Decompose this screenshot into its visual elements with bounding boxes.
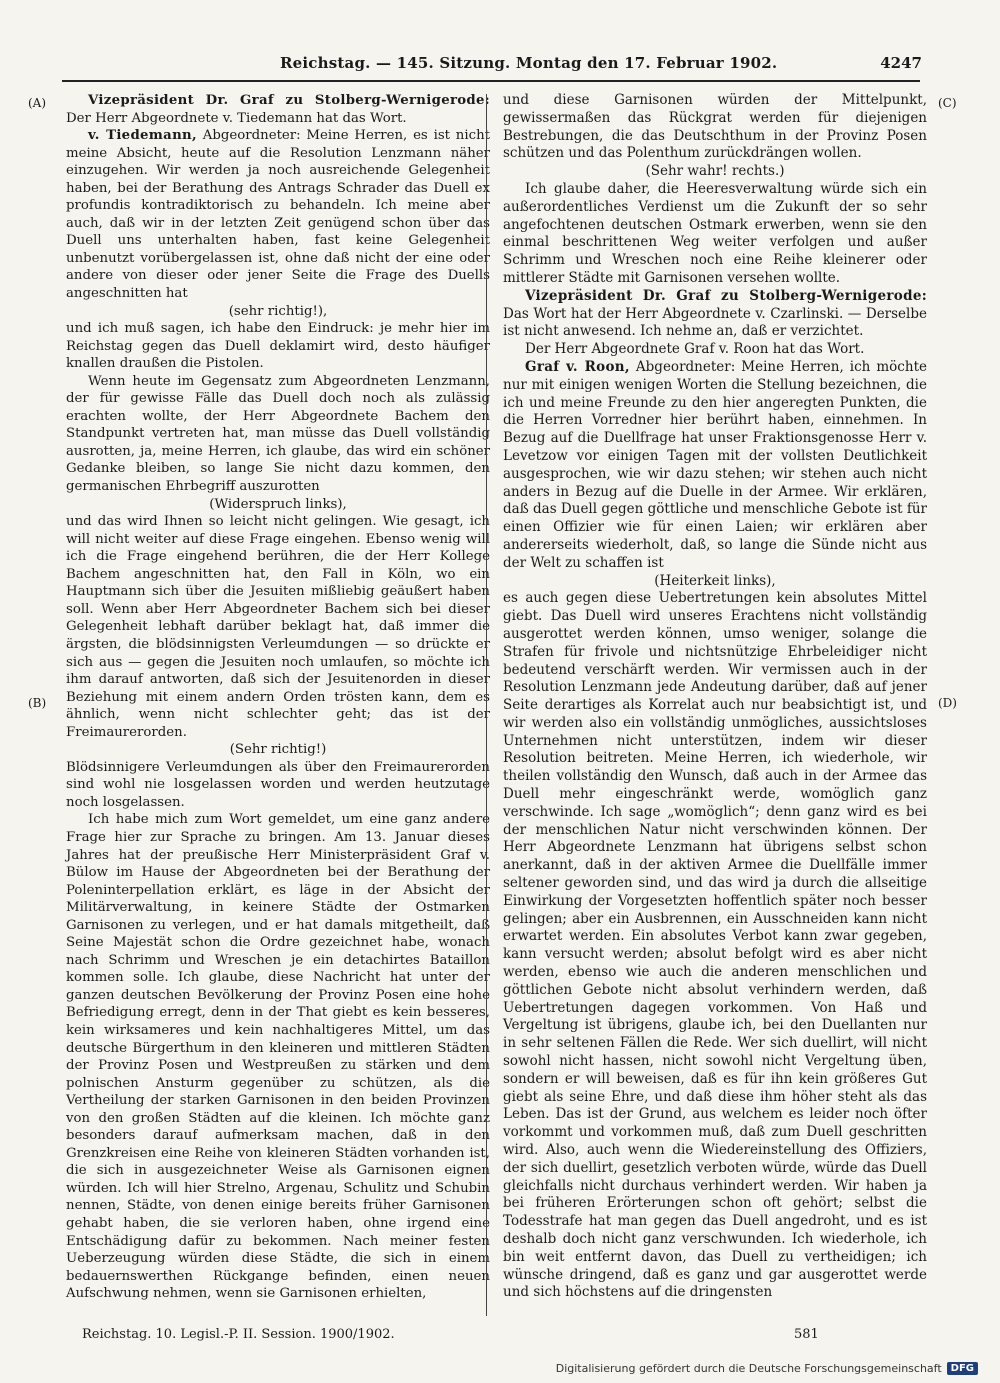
paragraph-text: Das Wort hat der Herr Abgeordnete v. Czarlinski. — Derselbe ist nicht anwesend. Ich nehme an, daß er verzichtet. bbox=[503, 305, 927, 340]
page-header bbox=[60, 50, 920, 76]
header-rule bbox=[62, 80, 920, 82]
speaker-name: Graf v. Roon, bbox=[525, 358, 630, 375]
margin-mark-c: (C) bbox=[938, 96, 957, 110]
paragraph-text: Blödsinnigere Verleumdungen als über den Freimaurerorden sind wohl nie losgelassen worden und werden heutzutage noch losgelassen. bbox=[66, 759, 490, 810]
paragraph-text: Ich glaube daher, die Heeresverwaltung würde sich ein außerordentliches Verdienst um die Zukunft der so sehr angefochtenen deutschen Ostmark erwerben, wenn sie den einmal beschrittenen Weg weiter verfolgen und außer Schrimm und Wreschen noch eine Reihe kleinerer oder mittlerer Städte mit Garnisonen versehen wollte. bbox=[503, 180, 927, 286]
paragraph-text: und diese Garnisonen würden der Mittelpunkt, gewissermaßen das Rückgrat werden für diejenigen Bestrebungen, die das Deutschthum in der Provinz Posen schützen und das Polenthum zurückdrängen wollen. bbox=[503, 92, 927, 162]
paragraph-text: und ich muß sagen, ich habe den Eindruck: je mehr hier im Reichstag gegen das Duell deklamirt wird, desto häufiger knallen draußen die Pistolen. bbox=[66, 321, 490, 372]
paragraph bbox=[66, 320, 490, 373]
paragraph bbox=[66, 811, 490, 1302]
column-divider bbox=[486, 94, 487, 1316]
paragraph-text: Der Herr Abgeordnete v. Tiedemann hat das Wort. bbox=[66, 110, 407, 126]
left-column bbox=[66, 92, 490, 1303]
speaker-paragraph bbox=[66, 127, 490, 302]
paragraph-text: und das wird Ihnen so leicht nicht gelingen. Wie gesagt, ich will nicht weiter auf diese Frage eingehen. Ebenso wenig will ich die Frage eingehend berühren, die der Herr Kollege Bachem angeschnitten hat, den Fall in Köln, wo ein Hauptmann sich über die Jesuiten mißliebig geäußert haben soll. Wenn aber Herr Abgeordneter Bachem sich bei dieser Gelegenheit lebhaft darüber beklagt hat, daß immer die ärgsten, die blödsinnigsten Verleumdungen — so drückte er sich aus — gegen die Jesuiten noch umlaufen, so möchte ich ihm darauf antworten, daß sich der Jesuitenorden in dieser Beziehung mit einem andern Orden trösten kann, dem es ähnlich, wenn nicht schlechter geht; das ist der Freimaurerorden. bbox=[66, 514, 490, 740]
interjection bbox=[66, 496, 490, 514]
interjection bbox=[503, 163, 927, 181]
paragraph bbox=[66, 513, 490, 741]
running-head: Reichstag. — 145. Sitzung. Montag den 17. Februar 1902. bbox=[280, 54, 778, 72]
paragraph-text: (Sehr wahr! rechts.) bbox=[645, 163, 785, 180]
paragraph-text: (Sehr richtig!) bbox=[229, 742, 327, 758]
dfg-notice bbox=[556, 1362, 978, 1375]
paragraph bbox=[503, 181, 927, 288]
paragraph bbox=[503, 590, 927, 1302]
paragraph-text: Abgeordneter: Meine Herren, ich möchte nur mit einigen wenigen Worten die Stellung bezeichnen, die ich und meine Freunde zu den hier angeregten Punkten, die die Herren Vorredner hier berührt haben, einnehmen. In Bezug auf die Duellfrage hat unser Fraktionsgenosse Herr v. Levetzow vor einigen Tagen mit der vollsten Deutlichkeit ausgesprochen, wie wir dazu stehen; wir stehen auch nicht anders in Bezug auf die Duelle in der Armee. Wir erklären, daß das Duell gegen göttliche und menschliche Gebote ist für einen Offizier wie für einen Laien; wir erklären aber andererseits wiederholt, daß, so lange die Sünde nicht aus der Welt zu schaffen ist bbox=[503, 358, 927, 571]
margin-mark-b: (B) bbox=[28, 696, 47, 710]
page-number: 4247 bbox=[880, 54, 922, 72]
dfg-logo: DFG bbox=[947, 1362, 978, 1375]
speaker-paragraph bbox=[503, 288, 927, 341]
interjection bbox=[66, 303, 490, 321]
paragraph-text: (Widerspruch links), bbox=[209, 496, 347, 512]
paragraph bbox=[503, 341, 927, 359]
interjection bbox=[503, 573, 927, 591]
footer-session: Reichstag. 10. Legisl.-P. II. Session. 1900/1902. bbox=[82, 1327, 395, 1342]
paragraph-text: Der Herr Abgeordnete Graf v. Roon hat das Wort. bbox=[525, 341, 865, 358]
margin-mark-d: (D) bbox=[938, 696, 957, 710]
paragraph-text: Abgeordneter: Meine Herren, es ist nicht meine Absicht, heute auf die Resolution Lenzmann näher einzugehen. Wir werden ja noch ausreichende Gelegenheit haben, bei der Berathung des Antrags Schrader das Duell ex profundis kontradiktorisch zu behandeln. Ich meine aber auch, daß wir in der letzten Zeit genügend schon über das Duell uns unterhalten haben, fast keine Gelegenheit unbenutzt vorübergelassen ist, ohne daß nicht der eine oder andere von dieser oder jener Seite die Frage des Duells angeschnitten hat bbox=[66, 128, 490, 302]
margin-mark-a: (A) bbox=[28, 96, 47, 110]
paragraph bbox=[66, 759, 490, 812]
paragraph bbox=[503, 92, 927, 163]
speaker-paragraph bbox=[503, 359, 927, 573]
speaker-name: v. Tiedemann, bbox=[88, 128, 197, 144]
dfg-notice-text: Digitalisierung gefördert durch die Deutsche Forschungsgemeinschaft bbox=[555, 1362, 942, 1375]
paragraph-text: Wenn heute im Gegensatz zum Abgeordneten Lenzmann, der für gewisse Fälle das Duell doch noch als zulässig erachten wollte, der Herr Abgeordnete Bachem den Standpunkt vertreten hat, man müsse das Duell vollständig ausrotten, ja, meine Herren, ich glaube, das wird ein schöner Gedanke bleiben, so lange Sie nicht dazu kommen, den germanischen Ehrbegriff auszurotten bbox=[66, 373, 490, 495]
right-column bbox=[503, 92, 927, 1302]
paragraph-text: Ich habe mich zum Wort gemeldet, um eine ganz andere Frage hier zur Sprache zu bringen. Am 13. Januar dieses Jahres hat der preußische Herr Ministerpräsident Graf v. Bülow im Hause der Abgeordneten bei der Berathung der Poleninterpellation erklärt, es läge in der Absicht der Militärverwaltung, in keinere Städte der Ostmarken Garnisonen zu verlegen, und er hat damals mitgetheilt, daß Seine Majestät schon die Ordre gezeichnet habe, wonach nach Schrimm und Wreschen je ein detachirtes Bataillon kommen solle. Ich glaube, diese Nachricht hat unter der ganzen deutschen Bevölkerung der Provinz Posen eine hohe Befriedigung erregt, denn in der That giebt es kein besseres, kein wirksameres und kein nachhaltigeres Mittel, um das deutsche Bürgerthum in den kleineren und mittleren Städten der Provinz Posen und Westpreußen zu stärken und dem polnischen Ansturm gegenüber zu schützen, als die Vertheilung der starken Garnisonen in den beiden Provinzen von den großen Städten auf die kleinen. Ich möchte ganz besonders darauf aufmerksam machen, daß in den Grenzkreisen eine Reihe von kleineren Städten vorhanden ist, die sich in ausgezeichneter Weise als Garnisonen eignen würden. Ich will hier Strelno, Argenau, Schulitz und Schubin nennen, Städte, von denen einige bereits früher Garnisonen gehabt haben, die sie verloren haben, ohne irgend eine Entschädigung dafür zu bekommen. Nach meiner festen Ueberzeugung würden diese Städte, die sich in einem bedauernswerthen Rückgange befinden, einen neuen Aufschwung nehmen, wenn sie Garnisonen erhielten, bbox=[66, 812, 490, 1302]
speaker-name: Vizepräsident Dr. Graf zu Stolberg-Wernigerode: bbox=[525, 287, 927, 304]
paragraph-text: es auch gegen diese Uebertretungen kein absolutes Mittel giebt. Das Duell wird unseres Erachtens nicht vollständig ausgerottet werden können, umso weniger, solange die Strafen für frivole und nichtsnützige Ehrbeleidiger nicht bedeutend verschärft werden. Wir vermissen auch in der Resolution Lenzmann jede Andeutung darüber, daß auf jener Seite derartiges als Korrelat auch nur beabsichtigt ist, und wir werden also ein vollständig unmögliches, aussichtsloses Unternehmen nicht unterstützen, indem wir dieser Resolution beitreten. Meine Herren, ich wiederhole, wir theilen vollständig den Wunsch, daß auch in der Armee das Duell mehr eingeschränkt werde, womöglich ganz verschwinde. Ich sage „womöglich“; denn ganz wird es bei der menschlichen Natur nicht verschwinden können. Der Herr Abgeordnete Lenzmann hat übrigens selbst schon anerkannt, daß in der aktiven Armee die Duellfälle immer seltener geworden sind, und das wird ja durch die allseitige Einwirkung der Vorgesetzten hoffentlich später noch besser gelingen; aber ein Ausbrennen, ein Ausschneiden kann nicht erwartet werden. Ein absolutes Verbot kann zwar gegeben, kann versucht werden; absolut befolgt wird es aber nicht werden, ebenso wie auch die anderen menschlichen und göttlichen Gebote nicht absolut verhindern werden, daß Uebertretungen dagegen vorkommen. Von Haß und Vergeltung ist übrigens, glaube ich, bei den Duellanten nur in sehr seltenen Fällen die Rede. Wer sich duellirt, will nicht sowohl nicht hassen, nicht sowohl nicht Vergeltung üben, sondern er will beweisen, daß es für ihn kein größeres Gut giebt als seine Ehre, und daß diese ihm höher steht als das Leben. Das ist der Grund, aus welchem es leider noch öfter vorkommt und vorkommen muß, daß zum Duell geschritten wird. Also, auch wenn die Wiedereinstellung des Offiziers, der sich duellirt, gesetzlich verboten würde, würde das Duell gleichfalls nicht durchaus verhindert werden. Wir haben ja bei früheren Erörterungen schon oft gehört; selbst die Todesstrafe hat man gegen das Duell angedroht, und es ist deshalb doch nicht ganz verschwunden. Ich wiederhole, ich bin weit entfernt davon, das Duell zu vertheidigen; ich wünsche dringend, daß es ganz und gar ausgerottet werde und sich höchstens auf die dringensten bbox=[503, 590, 927, 1301]
footer-sheet-number: 581 bbox=[794, 1327, 819, 1342]
paragraph-text: (Heiterkeit links), bbox=[654, 572, 776, 589]
speaker-paragraph bbox=[66, 92, 490, 127]
interjection bbox=[66, 741, 490, 759]
paragraph bbox=[66, 373, 490, 496]
speaker-name: Vizepräsident Dr. Graf zu Stolberg-Wernigerode: bbox=[88, 93, 490, 108]
paragraph-text: (sehr richtig!), bbox=[228, 303, 328, 319]
